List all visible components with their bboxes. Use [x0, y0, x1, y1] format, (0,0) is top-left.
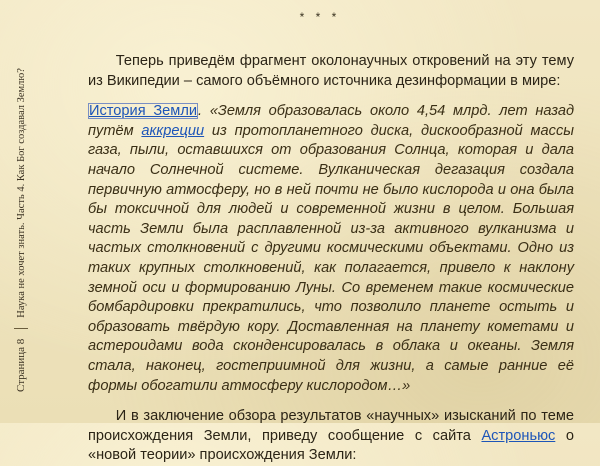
- header-divider: [14, 328, 28, 329]
- closing-paragraph: [88, 407, 574, 466]
- astronews-link[interactable]: Астроньюс: [481, 427, 556, 444]
- running-title: Наука не хочет знать. Часть 4. Как Бог создавал Землю?: [15, 68, 27, 318]
- running-header-bar: [0, 0, 40, 423]
- intro-paragraph: Теперь приведём фрагмент околонаучных откровений на эту тему из Википедии – самого объёмного источника дезинформации в мире:: [88, 53, 574, 89]
- page-number: Страница 8: [15, 338, 27, 392]
- closing-text-part1: И в заключение обзора результатов «научных» изысканий по теме происхождения Земли, приведу сообщение с сайта: [88, 408, 574, 444]
- accretion-link[interactable]: аккреции: [141, 122, 205, 139]
- closing-text-part2: о «новой теории» происхождения Земли:: [88, 427, 574, 464]
- quote-text-part2: из протопланетного диска, дискообразной массы газа, пыли, оставшихся от образования Солнца, которая и дала начало Солнечной системе. Вулканическая дегазация создала первичную атмосферу, но в ней почти не было кислорода и она была бы токсичной для людей и современной жизни в целом. Большая часть Земли была расплавленной из-за активного вулканизма и частых столкновений с другими космическими объектами. Одно из таких крупных столкновений, как полагается, привело к наклону земной оси и формированию Луны. Со временем такие космические бомбардировки прекратились, что позволило планете остыть и образовать твёрдую кору. Доставленная на планету кометами и астероидами вода сконденсировалась в облака и океаны. Земля стала, наконец, гостеприимной для жизни, а самые ранние её формы обогатили атмосферу кислородом…»: [88, 122, 574, 394]
- history-of-earth-link[interactable]: История Земли: [89, 103, 197, 120]
- section-separator: * * *: [299, 10, 341, 24]
- quote-text-part1: . «Земля образовалась около 4,54 млрд. лет назад путём: [88, 103, 575, 139]
- running-header: [4, 22, 38, 392]
- main-text: [88, 52, 574, 466]
- wikipedia-quote: [88, 102, 574, 396]
